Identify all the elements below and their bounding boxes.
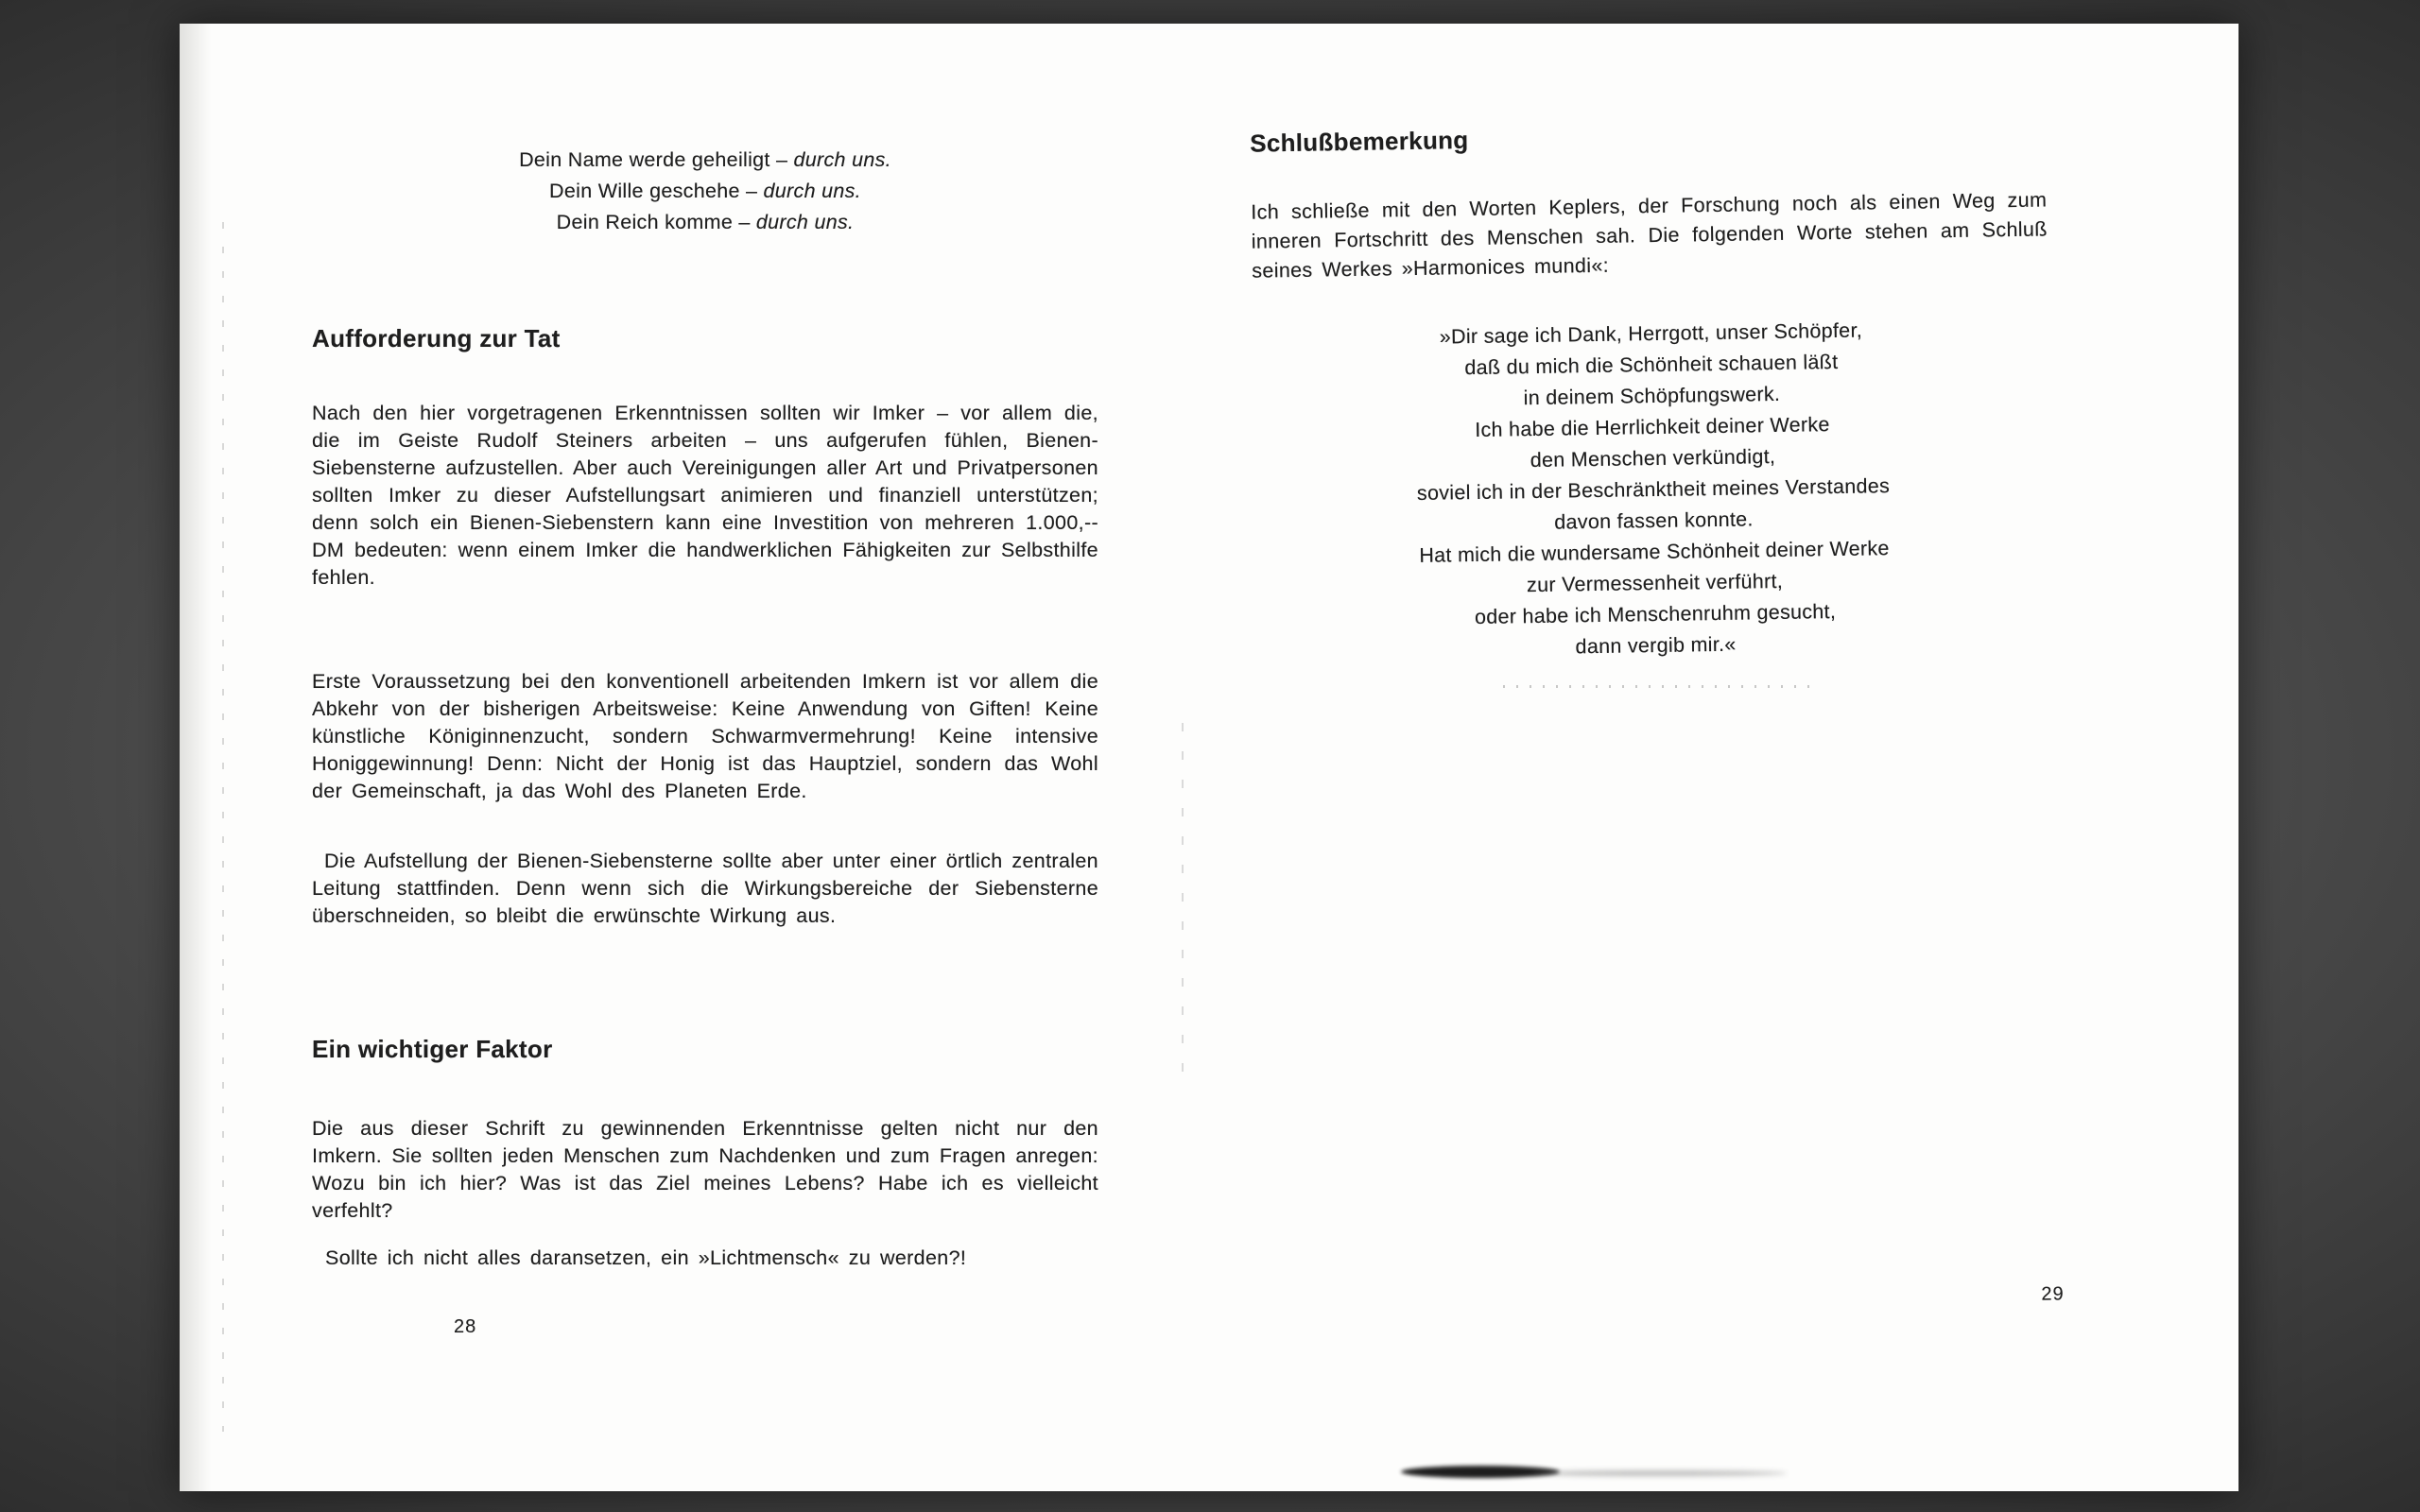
- prayer-line: [312, 176, 1098, 207]
- prayer-lines: [312, 145, 1098, 238]
- poem-line: daß du mich die Schönheit schauen läßt: [1464, 350, 1839, 380]
- scan-artifact-gutter: [1182, 723, 1184, 1073]
- scan-artifact-left-margin: [222, 222, 224, 1432]
- right-page: [1248, 24, 2066, 1491]
- poem-line: Ich habe die Herrlichkeit deiner Werke: [1475, 413, 1830, 441]
- paragraph: Erste Voraussetzung bei den konventionell arbeitenden Imkern ist vor allem die Abkehr von der bisherigen Arbeitsweise: Keine Anwendung von Giften! Keine künstliche Königinnenzucht, sondern Schwarmvermehrung! Keine intensive Honiggewinnung! Denn: Nicht der Honig ist das Hauptziel, sondern das Wohl der Gemeinschaft, ja das Wohl des Planeten Erde.: [312, 669, 1098, 802]
- poem-line: den Menschen verkündigt,: [1530, 444, 1776, 472]
- section-heading-schlussbemerkung: Schlußbemerkung: [1249, 126, 1469, 158]
- section-heading-aufforderung: Aufforderung zur Tat: [312, 324, 561, 352]
- poem-line: »Dir sage ich Dank, Herrgott, unser Schöpfer,: [1439, 318, 1863, 349]
- paragraph: Ich schließe mit den Worten Keplers, der Forschung noch als einen Weg zum inneren Fortschritt des Menschen sah. Die folgenden Worte stehen am Schluß seines Werkes »Harmonices mundi«:: [1251, 187, 2048, 283]
- prayer-line-text: Dein Wille geschehe –: [549, 180, 764, 202]
- prayer-line-emphasis: durch uns.: [793, 148, 891, 171]
- poem-line: dann vergib mir.«: [1575, 632, 1737, 659]
- paragraph: Nach den hier vorgetragenen Erkenntnissen sollten wir Imker – vor allem die, die im Geiste Rudolf Steiners arbeiten – uns aufgerufen fühlen, Bienen-Siebensterne aufzustellen. Aber auch Vereinigungen aller Art und Privatpersonen sollten Imker zu dieser Aufstellungsart animieren und finanziell unterstützen; denn solch ein Bienen-Siebenstern kann eine Investition von mehreren 1.000,-- DM bedeuten: wenn einem Imker die handwerklichen Fähigkeiten zur Selbsthilfe fehlen.: [312, 401, 1098, 589]
- poem-line: soviel ich in der Beschränktheit meines Verstandes: [1416, 474, 1891, 505]
- prayer-line-emphasis: durch uns.: [763, 180, 861, 202]
- page-number-left: 28: [454, 1316, 477, 1337]
- prayer-line-emphasis: durch uns.: [755, 211, 855, 233]
- section-heading-faktor: Ein wichtiger Faktor: [312, 1035, 553, 1063]
- prayer-line: [312, 145, 1098, 176]
- paragraph: Die Aufstellung der Bienen-Siebensterne sollte aber unter einer örtlich zentralen Leitung stattfinden. Denn wenn sich die Wirkungsbereiche der Siebensterne überschneiden, so bleibt die erwünschte Wirkung aus.: [312, 849, 1098, 927]
- poem-line: zur Vermessenheit verführt,: [1526, 569, 1784, 597]
- paragraph: Die aus dieser Schrift zu gewinnenden Erkenntnisse gelten nicht nur den Imkern. Sie sollten jeden Menschen zum Nachdenken und zum Fragen anregen: Wozu bin ich hier? Was ist das Ziel meines Lebens? Habe ich es vielleicht verfehlt?: [312, 1116, 1098, 1222]
- poem-line: oder habe ich Menschenruhm gesucht,: [1474, 599, 1837, 628]
- prayer-line: [312, 207, 1098, 238]
- left-page: [312, 24, 1098, 1491]
- scanned-book-spread: [180, 24, 2238, 1491]
- poem-line: Hat mich die wundersame Schönheit deiner Werke: [1419, 537, 1890, 567]
- paragraph: Sollte ich nicht alles daransetzen, ein »Lichtmensch« zu werden?!: [325, 1246, 967, 1269]
- kepler-quote-poem: [1253, 312, 2054, 667]
- poem-line: in deinem Schöpfungswerk.: [1523, 382, 1781, 410]
- prayer-line-text: Dein Reich komme –: [556, 211, 756, 233]
- poem-line: davon fassen konnte.: [1554, 507, 1754, 534]
- page-number-right: 29: [2041, 1283, 2065, 1305]
- prayer-line-text: Dein Name werde geheiligt –: [519, 148, 794, 171]
